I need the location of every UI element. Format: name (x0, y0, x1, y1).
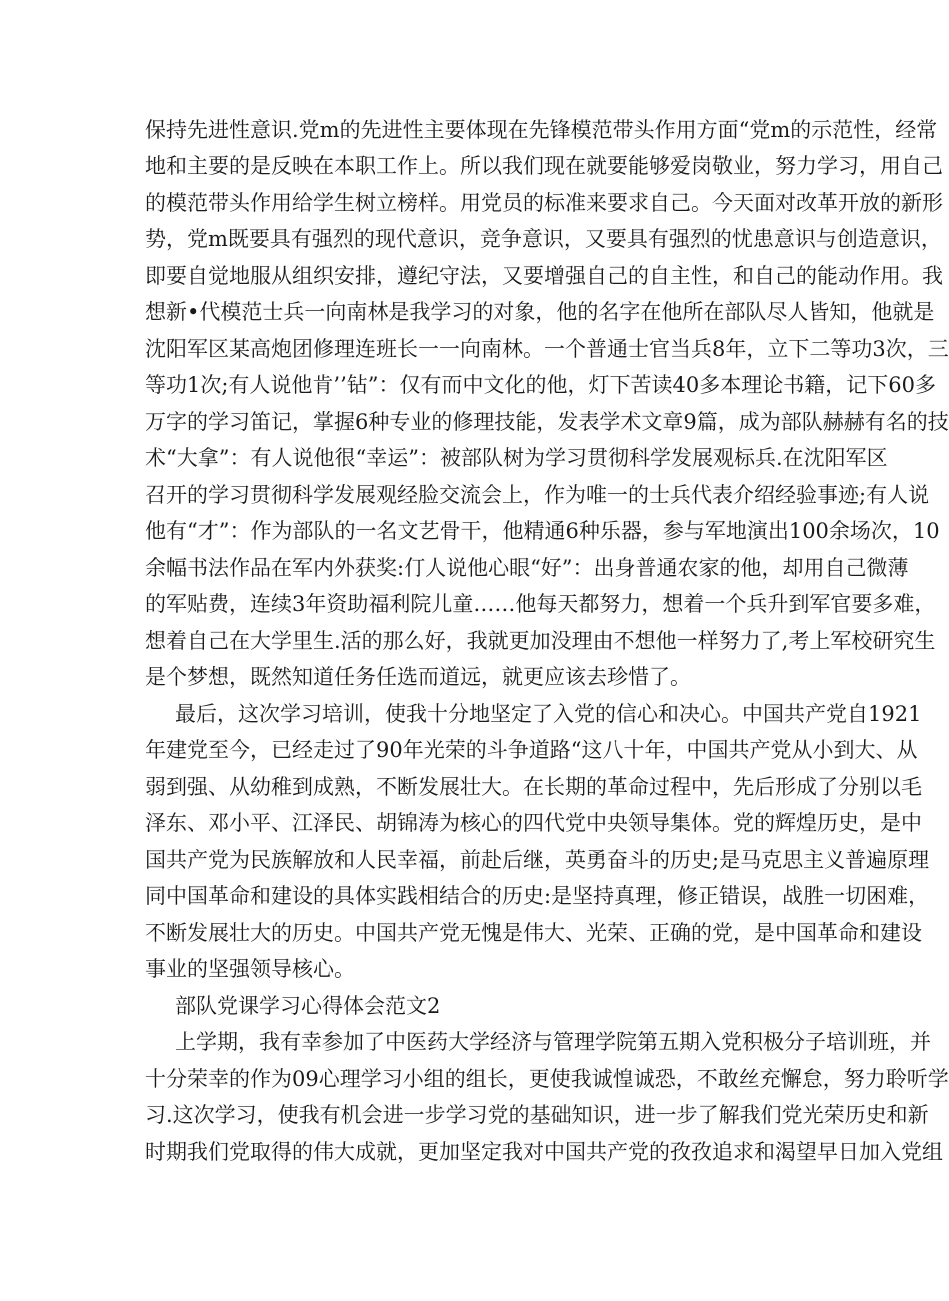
text-line: 召开的学习贯彻科学发展观经脸交流会上，作为唯一的士兵代表介绍经验事迹;有人说 (145, 483, 930, 507)
text-line: 习.这次学习，使我有机会进一步学习党的基础知识，进一步了解我们党光荣历史和新 (145, 1103, 929, 1127)
text-line: 沈阳军区某高炮团修理连班长一一向南林。一个普通士官当兵8年，立下二等功3次，三 (145, 337, 949, 361)
text-line: 上学期，我有幸参加了中医药大学经济与管理学院第五期入党积极分子培训班，并 (175, 1030, 931, 1054)
text-line: 国共产党为民族解放和人民幸福，前赴后继，英勇奋斗的历史;是马克思主义普遍原理 (145, 848, 930, 872)
text-line: 等功1次;有人说他肯’’钻”：仅有而中文化的他，灯下苦读40多本理论书籍，记下60多 (145, 373, 936, 397)
text-line: 的模范带头作用给学生树立榜样。用党员的标准来要求自己。今天面对改革开放的新形 (145, 191, 943, 215)
text-line: 是个梦想，既然知道任务任选而道远，就更应该去珍惜了。 (145, 665, 691, 689)
text-line: 弱到强、从幼稚到成熟，不断发展壮大。在长期的革命过程中，先后形成了分别以毛 (145, 775, 922, 799)
text-line: 最后，这次学习培训，使我十分地坚定了入党的信心和决心。中国共产党自1921 (175, 702, 922, 726)
section-heading: 部队党课学习心得体会范文2 (175, 994, 441, 1018)
text-line: 泽东、邓小平、江泽民、胡锦涛为核心的四代党中央领导集体。党的辉煌历史，是中 (145, 811, 922, 835)
text-line: 事业的坚强领导核心。 (145, 957, 355, 981)
text-line: 想新•代模范士兵一向南林是我学习的对象，他的名字在他所在部队尽人皆知，他就是 (145, 300, 935, 324)
text-line: 即要自觉地服从组织安排，遵纪守法，又要增强自己的自主性，和自己的能动作用。我 (145, 264, 943, 288)
text-line: 他有“才”：作为部队的一名文艺骨干，他精通6种乐器，参与军地演出100余场次，10 (145, 519, 940, 543)
text-line: 余幅书法作品在军内外获奖:仃人说他心眼“好”：出身普通农家的他，却用自己微薄 (145, 556, 909, 580)
text-line: 保持先进性意识.党m的先进性主要体现在先锋模范带头作用方面“党m的示范性，经常 (145, 118, 938, 142)
text-line: 术“大拿”：有人说他很“幸运”：被部队树为学习贯彻科学发展观标兵.在沈阳军区 (145, 446, 888, 470)
text-line: 年建党至今，已经走过了90年光荣的斗争道路“这八十年，中国共产党从小到大、从 (145, 738, 918, 762)
text-line: 同中国革命和建设的具体实践相结合的历史:是坚持真理，修正错误，战胜一切困难， (145, 884, 930, 908)
text-line: 想着自己在大学里生.活的那么好，我就更加没理由不想他一样努力了,考上军校研究生 (145, 629, 936, 653)
text-line: 十分荣幸的作为09心理学习小组的组长，更使我诚惶诚恐，不敢丝充懈怠，努力聆听学 (145, 1067, 949, 1091)
text-line: 势，党m既要具有强烈的现代意识，竞争意识，又要具有强烈的忧患意识与创造意识， (145, 227, 942, 251)
text-line: 时期我们党取得的伟大成就，更加坚定我对中国共产党的孜孜追求和渴望早日加入党组 (145, 1140, 943, 1164)
text-line: 的军贴费，连续3年资助福利院儿童……他每天都努力，想着一个兵升到军官要多难， (145, 592, 936, 616)
text-line: 万字的学习笛记，掌握6种专业的修理技能，发表学术文章9篇，成为部队赫赫有名的技 (145, 410, 949, 434)
text-line: 不断发展壮大的历史。中国共产党无愧是伟大、光荣、正确的党，是中国革命和建设 (145, 921, 922, 945)
text-line: 地和主要的是反映在本职工作上。所以我们现在就要能够爱岗敬业，努力学习，用自己 (145, 154, 943, 178)
